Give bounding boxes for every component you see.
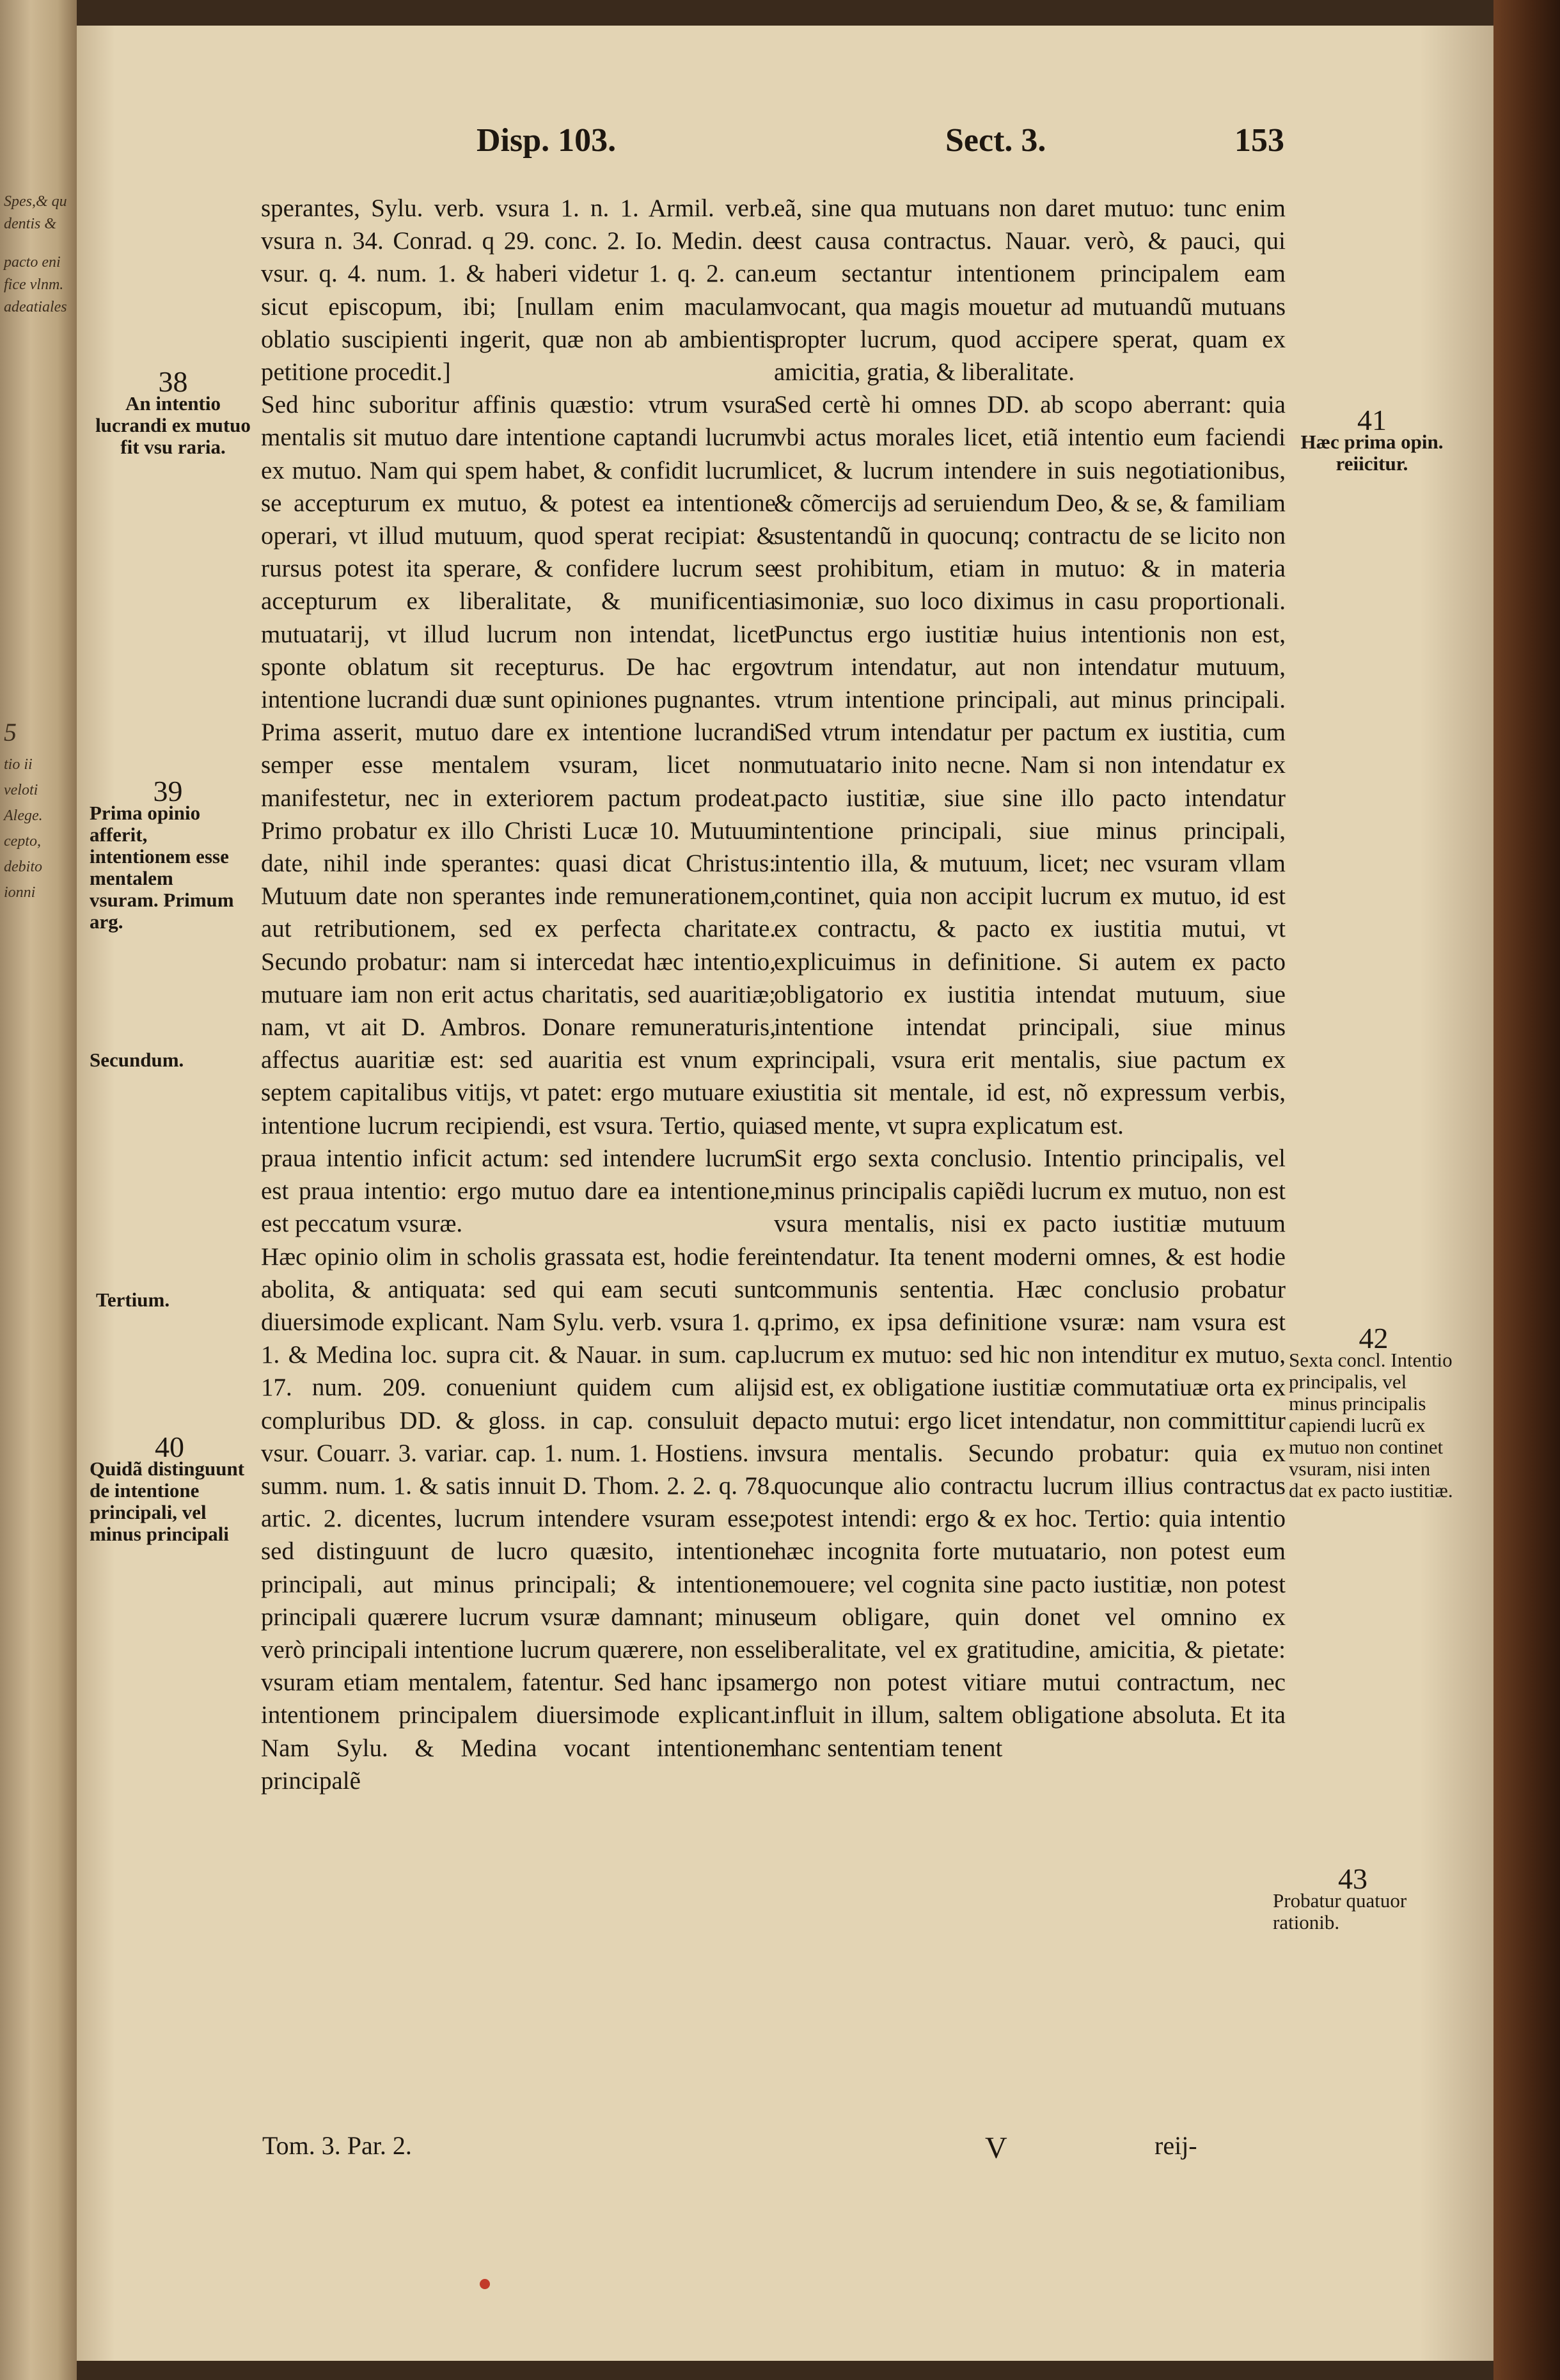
paragraph: Sed hinc suboritur affinis quæstio: vtrum vsura mentalis sit mutuo dare intentione captandi lucrum ex mutuo. Nam qui spem habet, & confidit lucrum se accepturum ex mutuo, & potest ea intentione operari, vt illud mutuum, quod sperat recipiat: & rursus potest ita sperare, & confidere lucrum se accepturum ex liberalitate, & munificentia mutuatarij, vt illud lucrum non intendat, licet sponte oblatum sit recepturus. De hac ergo intentione lucrandi duæ sunt opiniones pugnantes. xyxy=(261,391,776,714)
margin-note-text: Tertium. xyxy=(96,1289,170,1311)
margin-note-39 xyxy=(90,775,246,933)
margin-note-number: 38 xyxy=(158,365,188,398)
paragraph: eã, sine qua mutuans non daret mutuo: tunc enim est causa contractus. Nauar. verò, & pauci, qui eum sectantur intentionem principalem eam vocant, qua magis mouetur ad mutuandũ mutuans propter lucrum, quod accipere sperat, quam ex amicitia, gratia, & liberalitate. xyxy=(774,194,1286,386)
margin-note-text: Prima opinio afferit, intentionem esse mentalem vsuram. Primum arg. xyxy=(90,802,234,933)
edge-fragment: pacto eni xyxy=(4,254,61,271)
margin-note-40 xyxy=(90,1431,249,1545)
edge-fragment: dentis & xyxy=(4,216,56,232)
margin-note-number: 43 xyxy=(1338,1862,1367,1895)
catchword: reij- xyxy=(1154,2131,1197,2160)
signature-mark: V xyxy=(985,2131,1007,2165)
margin-note-text: Probatur quatuor rationib. xyxy=(1273,1889,1407,1933)
edge-fragment: debito xyxy=(4,859,42,875)
adjacent-page-edge xyxy=(0,0,77,2380)
edge-fragment: fice vlnm. xyxy=(4,276,64,293)
page-number: 153 xyxy=(1234,122,1284,159)
margin-note-42 xyxy=(1289,1322,1458,1502)
edge-fragment: Spes,& qu xyxy=(4,193,67,210)
running-head-disputation: Disp. 103. xyxy=(477,122,617,159)
paragraph: Hæc opinio olim in scholis grassata est, hodie fere abolita, & antiquata: sed qui eam secuti sunt diuersimode explicant. Nam Sylu. verb. vsura 1. q. 1. & Medina loc. supra cit. & Nauar. in sum. cap. 17. num. 209. conueniunt quidem cum alijs compluribus DD. & gloss. in cap. consuluit de vsur. Couarr. 3. variar. cap. 1. num. 1. Hostiens. in summ. num. 1. & satis innuit D. Thom. 2. 2. q. 78. artic. 2. dicentes, lucrum intendere vsuram esse; sed distinguunt de lucro quæsito, intentione principali, aut minus principali; & intentione principali quærere lucrum vsuræ damnant; minus verò principali intentione lucrum quærere, non esse vsuram etiam mentalem, fatentur. Sed hanc ipsam intentionem principalem diuersimode explicant. Nam Sylu. & Medina vocant intentionem principalẽ xyxy=(261,1242,776,1795)
book-edge xyxy=(1493,0,1560,2380)
margin-note-number: 42 xyxy=(1359,1322,1389,1354)
edge-fragment: Alege. xyxy=(4,807,43,824)
right-text-column xyxy=(774,192,1286,1765)
margin-note-text: Secundum. xyxy=(90,1049,184,1071)
edge-fragment: 5 xyxy=(4,718,17,747)
paragraph: sperantes, Sylu. verb. vsura 1. n. 1. Armil. verb. vsura n. 34. Conrad. q 29. conc. 2. Io. Medin. de vsur. q. 4. num. 1. & haberi videtur 1. q. 2. can. sicut episcopum, ibi; [nullam enim maculam oblatio suscipienti ingerit, quæ non ab ambientis petitione procedit.] xyxy=(261,194,776,386)
margin-note-tertium xyxy=(96,1289,253,1311)
edge-fragment: tio ii xyxy=(4,756,33,773)
margin-note-41 xyxy=(1286,404,1458,475)
margin-note-text: Sexta concl. Intentio principalis, vel minus principalis capiendi lucrũ ex mutuo non continet vsuram, nisi inten dat ex pacto iustitiæ. xyxy=(1289,1349,1453,1502)
margin-note-43 xyxy=(1273,1862,1433,1933)
margin-note-number: 39 xyxy=(153,775,183,807)
edge-fragment: adeatiales xyxy=(4,299,67,315)
margin-note-text: Quidã distinguunt de intentione principali, vel minus principali xyxy=(90,1457,245,1545)
paragraph: Prima asserit, mutuo dare ex intentione lucrandi semper esse mentalem vsuram, licet non manifestetur, nec in exteriorem pactum prodeat. Primo probatur ex illo Christi Lucæ 10. Mutuum date, nihil inde sperantes: quasi dicat Christus: Mutuum date non sperantes inde remunerationem, aut retributionem, sed ex perfecta charitate. Secundo probatur: nam si intercedat hæc intentio, mutuare iam non erit actus charitatis, sed auaritiæ; nam, vt ait D. Ambros. Donare remuneraturis, affectus auaritiæ est: sed auaritia est vnum ex septem capitalibus vitijs, vt patet: ergo mutuare ex intentione lucrum recipiendi, est vsura. Tertio, quia praua intentio inficit actum: sed intendere lucrum est praua intentio: ergo mutuo dare ea intentione, est peccatum vsuræ. xyxy=(261,718,776,1238)
footer-volume: Tom. 3. Par. 2. xyxy=(262,2131,412,2160)
paragraph: Sed certè hi omnes DD. ab scopo aberrant: quia vbi actus morales licet, etiã intentio eum faciendi licet, & lucrum intendere in suis negotiationibus, & cõmercijs ad seruiendum Deo, & se, & familiam sustentandũ in quocunq; contractu de se licito non est prohibitum, etiam in mutuo: & in materia simoniæ, suo loco diximus in casu proportionali. Punctus ergo iustitiæ huius intentionis non est, vtrum intendatur, aut non intendatur mutuum, vtrum intentione principali, aut minus principali. Sed vtrum intendatur per pactum ex iustitia, cum mutuatario inito necne. Nam si non intendatur ex pacto iustitiæ, siue sine illo pacto intendatur intentione principali, siue minus principali, intentio illa, & mutuum, licet; nec vsuram vllam continet, quia non accipit lucrum ex mutuo, id est ex contractu, & pacto ex iustitia mutui, vt explicuimus in definitione. Si autem ex pacto obligatorio ex iustitia intendat mutuum, siue intentione intendat principali, siue minus principali, vsura erit mentalis, siue pactum ex iustitia sit mentale, id est, nõ expressum verbis, sed mente, vt supra explicatum est. xyxy=(774,391,1286,1139)
edge-fragment: cepto, xyxy=(4,833,41,850)
edge-fragment: ionni xyxy=(4,884,36,901)
ink-spot xyxy=(480,2279,490,2289)
left-text-column xyxy=(261,192,776,1797)
paragraph: Sit ergo sexta conclusio. Intentio principalis, vel minus principalis capiẽdi lucrum ex mutuo, non est vsura mentalis, nisi ex pacto iustitiæ mutuum intendatur. Ita tenent moderni omnes, & est hodie communis sententia. Hæc conclusio probatur primo, ex ipsa definitione vsuræ: nam vsura est lucrum ex mutuo: sed hic non intenditur ex mutuo, id est, ex obligatione iustitiæ commutatiuæ orta ex pacto mutui: ergo licet intendatur, non committitur vsura mentalis. Secundo probatur: quia ex quocunque alio contractu lucrum illius contractus potest intendi: ergo & ex hoc. Tertio: quia intentio hæc incognita forte mutuatario, non potest eum mouere; vel cognita sine pacto iustitiæ, non potest eum obligare, quin donet vel omnino ex liberalitate, vel ex gratitudine, amicitia, & pietate: ergo non potest vitiare mutui contractum, nec influit in illum, saltem obligatione absoluta. Et ita hanc sententiam tenent xyxy=(774,1144,1286,1762)
margin-note-secundum xyxy=(90,1049,246,1071)
margin-note-text: An intentio lucrandi ex mutuo fit vsu raria. xyxy=(95,392,251,458)
margin-note-text: Hæc prima opin. reiicitur. xyxy=(1300,431,1444,475)
margin-note-number: 41 xyxy=(1357,404,1387,436)
margin-note-number: 40 xyxy=(155,1431,184,1463)
running-head-section: Sect. 3. xyxy=(945,122,1046,159)
edge-fragment: veloti xyxy=(4,782,38,798)
margin-note-38 xyxy=(95,365,251,458)
